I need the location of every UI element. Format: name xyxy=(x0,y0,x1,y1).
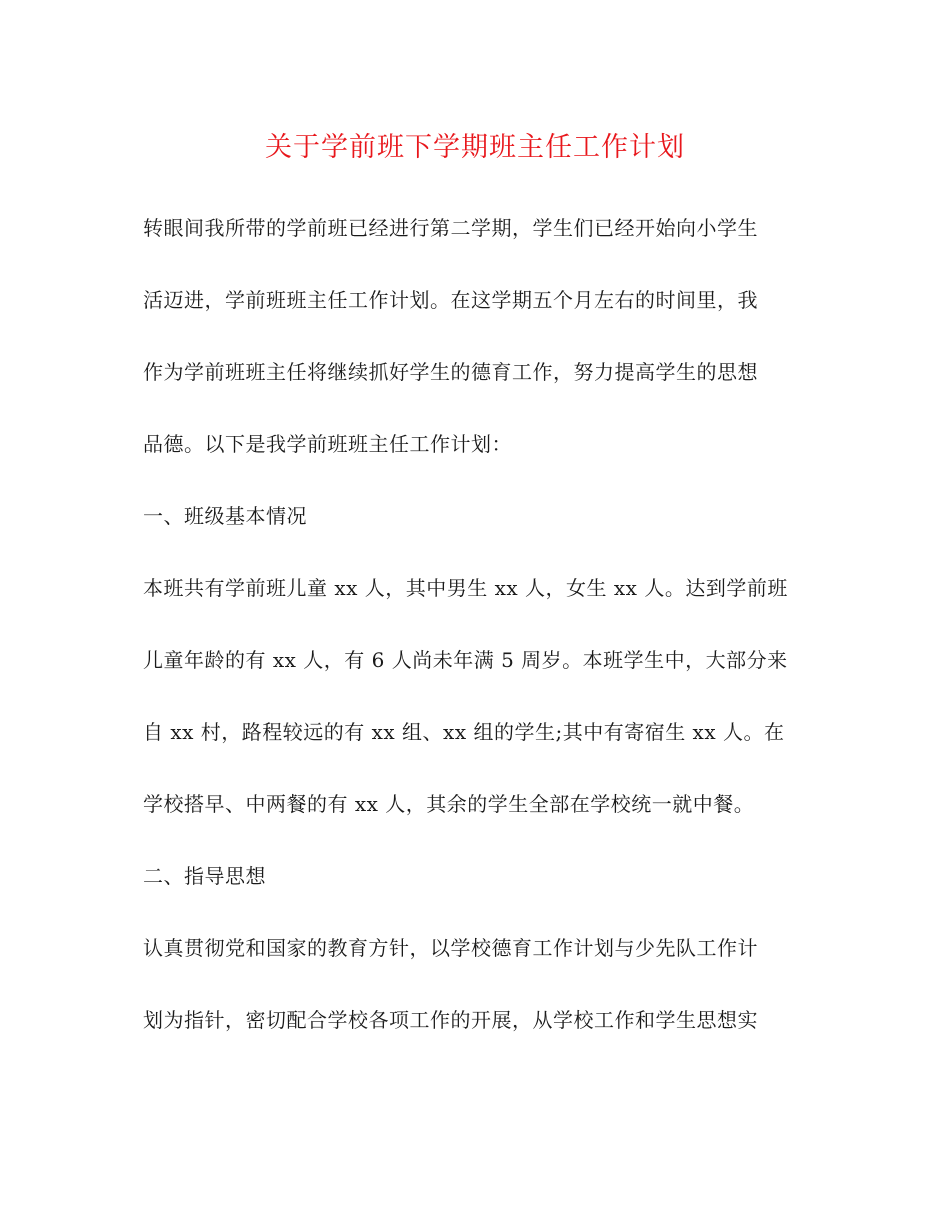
body-line: 儿童年龄的有 xx 人，有 6 人尚未年满 5 周岁。本班学生中，大部分来 xyxy=(143,648,788,672)
body-line: 认真贯彻党和国家的教育方针，以学校德育工作计划与少先队工作计 xyxy=(143,936,758,960)
body-line: 划为指针，密切配合学校各项工作的开展，从学校工作和学生思想实 xyxy=(143,1008,758,1032)
body-line: 学校搭早、中两餐的有 xx 人，其余的学生全部在学校统一就中餐。 xyxy=(143,792,755,816)
body-line: 本班共有学前班儿童 xx 人，其中男生 xx 人，女生 xx 人。达到学前班 xyxy=(143,576,788,600)
document-title: 关于学前班下学期班主任工作计划 xyxy=(265,132,685,163)
body-line: 自 xx 村，路程较远的有 xx 组、xx 组的学生;其中有寄宿生 xx 人。在 xyxy=(143,720,785,744)
section-heading: 一、班级基本情况 xyxy=(143,504,307,528)
document-body xyxy=(143,208,813,1072)
body-line: 转眼间我所带的学前班已经进行第二学期，学生们已经开始向小学生 xyxy=(143,216,758,240)
body-line: 品德。以下是我学前班班主任工作计划： xyxy=(143,432,512,456)
body-line: 作为学前班班主任将继续抓好学生的德育工作，努力提高学生的思想 xyxy=(143,360,758,384)
body-line: 活迈进，学前班班主任工作计划。在这学期五个月左右的时间里，我 xyxy=(143,288,758,312)
section-heading: 二、指导思想 xyxy=(143,864,266,888)
